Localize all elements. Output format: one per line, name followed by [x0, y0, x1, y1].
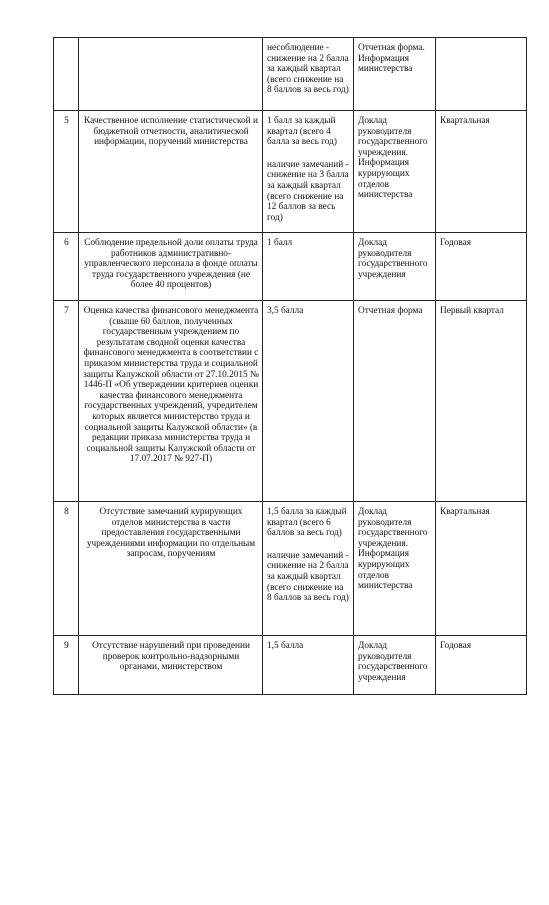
row-number — [54, 38, 79, 111]
row-number: 6 — [54, 233, 79, 301]
table-row — [54, 38, 527, 111]
table-row — [54, 111, 527, 233]
report-cell: Доклад руководителя государственного учреждения. Информация курирующих отделов министерства — [354, 111, 436, 233]
score-cell — [263, 636, 354, 695]
report-cell: Доклад руководителя государственного учреждения. Информация курирующих отделов министерства — [354, 502, 436, 636]
report-cell: Отчетная форма — [354, 301, 436, 502]
score-main: 1,5 балла — [267, 641, 304, 651]
score-cell — [263, 233, 354, 301]
score-main: 1,5 балла за каждый квартал (всего 6 баллов за весь год) — [267, 507, 347, 539]
report-cell: Доклад руководителя государственного учреждения — [354, 636, 436, 695]
score-main: 3,5 балла — [267, 306, 304, 316]
score-cell — [263, 301, 354, 502]
period-cell: Годовая — [436, 636, 527, 695]
period-cell: Квартальная — [436, 502, 527, 636]
score-main: 1 балл за каждый квартал (всего 4 балла за весь год) — [267, 116, 337, 148]
report-cell: Отчетная форма. Информация министерства — [354, 38, 436, 111]
criterion-cell: Отсутствие замечаний курирующих отделов министерства в части предоставления государственными учреждениями информации по отдельным запросам, поручениям — [79, 502, 263, 636]
row-number: 7 — [54, 301, 79, 502]
table-row — [54, 502, 527, 636]
period-cell: Квартальная — [436, 111, 527, 233]
score-cell — [263, 502, 354, 636]
period-cell: Годовая — [436, 233, 527, 301]
criterion-cell: Отсутствие нарушений при проведении проверок контрольно-надзорными органами, министерством — [79, 636, 263, 695]
report-cell: Доклад руководителя государственного учреждения — [354, 233, 436, 301]
criterion-cell: Оценка качества финансового менеджмента (свыше 60 баллов, полученных государственным учреждением по результатам сводной оценки качества финансового менеджмента в соответствии с приказом министерства труда и социальной защиты Калужской области от 27.10.2015 № 1446-П «Об утверждении критериев оценки качества финансового менеджмента государственных учреждений, учредителем которых является министерство труда и социальной защиты Калужской области» (в редакции приказа министерства труда и социальной защиты Калужской области от 17.07.2017 № 927-П) — [79, 301, 263, 502]
score-cell — [263, 38, 354, 111]
score-cell — [263, 111, 354, 233]
row-number: 9 — [54, 636, 79, 695]
period-cell: Первый квартал — [436, 301, 527, 502]
row-number: 5 — [54, 111, 79, 233]
score-penalty: наличие замечаний - снижение на 3 балла за каждый квартал (всего снижение на 12 баллов за весь год) — [267, 159, 349, 223]
criteria-table — [53, 37, 527, 695]
score-main: несоблюдение - снижение на 2 балла за каждый квартал (всего снижение на 8 баллов за весь год) — [267, 43, 349, 96]
table-row — [54, 233, 527, 301]
score-penalty: наличие замечаний - снижение на 2 балла за каждый квартал (всего снижение на 8 баллов за весь год) — [267, 550, 349, 604]
period-cell — [436, 38, 527, 111]
table-row — [54, 636, 527, 695]
table-row — [54, 301, 527, 502]
criterion-cell: Качественное исполнение статистической и бюджетной отчетности, аналитической информации, поручений министерства — [79, 111, 263, 233]
row-number: 8 — [54, 502, 79, 636]
criterion-cell: Соблюдение предельной доли оплаты труда работников административно-управленческого персонала в фонде оплаты труда государственного учреждения (не более 40 процентов) — [79, 233, 263, 301]
criterion-cell — [79, 38, 263, 111]
score-main: 1 балл — [267, 238, 293, 248]
